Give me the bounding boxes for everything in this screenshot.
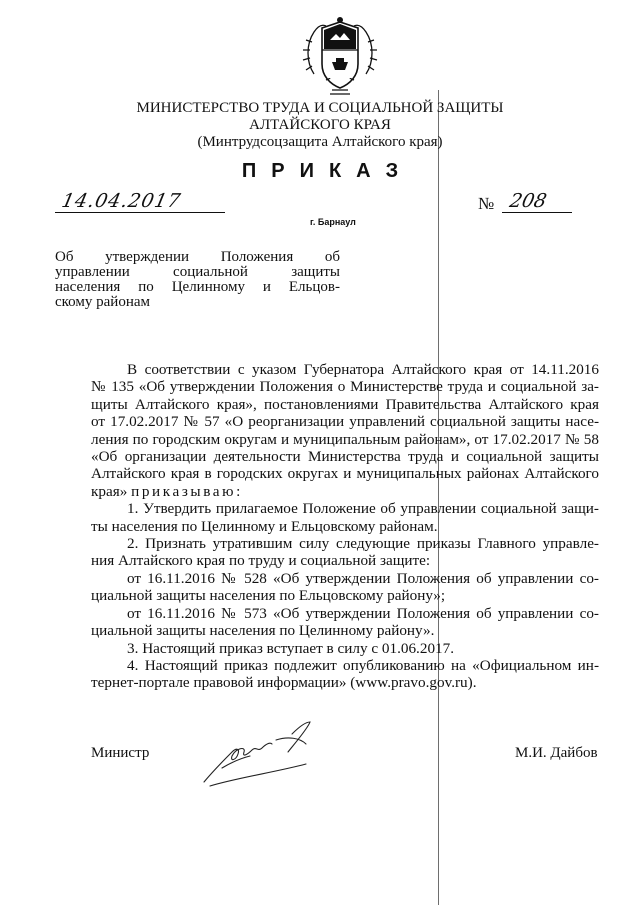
coat-of-arms-emblem [300,14,380,98]
order-body [91,361,599,692]
body-line: тернет-портале правовой информации» (www.pravo.gov.ru). [91,674,477,692]
body-line: 1. Утвердить прилагаемое Положение об управлении социальной защи- [127,500,599,518]
body-line: 4. Настоящий приказ подлежит опубликованию на «Официальном ин- [127,656,599,674]
body-line: от 16.11.2016 № 528 «Об утверждении Положения об управлении со- [127,569,599,587]
body-line: В соответствии с указом Губернатора Алтайского края от 14.11.2016 [127,361,599,378]
body-line: 3. Настоящий приказ вступает в силу с 01.06.2017. [127,639,455,657]
body-line [91,483,599,500]
number-underline [502,212,572,213]
number-label: № [478,194,495,213]
subject-line: скому районам [55,294,151,310]
body-line: 2. Признать утратившим силу следующие приказы Главного управле- [127,535,599,553]
body-line: Алтайского края в городских округах и муниципальных районах Алтайского [91,465,599,483]
body-line: щиты Алтайского края», постановлениями Правительства Алтайского края [91,395,599,413]
city-label: г. Барнаул [310,217,356,227]
body-line: ния Алтайского края по труду и социальной защите: [91,552,431,570]
ministry-region: АЛТАЙСКОГО КРАЯ [249,117,391,133]
body-line: ты населения по Целинному и Ельцовскому районам. [91,517,438,535]
subject-line: населения по Целинному и Ельцов- [55,279,340,295]
body-line: от 16.11.2016 № 573 «Об утверждении Положения об управлении со- [127,604,599,622]
subject-line: управлении социальной защиты [55,264,340,280]
body-text: края» [91,482,128,500]
ministry-short-name: (Минтрудсоцзащита Алтайского края) [197,134,443,150]
order-directive: приказываю: [131,482,243,500]
body-line: циальной защиты населения по Ельцовскому району»; [91,587,446,605]
order-date: 14.04.2017 [59,190,184,212]
body-line: «Об организации деятельности Министерства труда и социальной защиты [91,448,599,466]
body-line: от 17.02.2017 № 57 «О реорганизации управлений социальной защиты насе- [91,413,599,431]
body-line: циальной защиты населения по Целинному району». [91,622,435,640]
order-subject [55,250,340,310]
order-number: 208 [507,190,549,212]
subject-line: Об утверждении Положения об [55,249,340,265]
signer-position: Министр [91,745,150,761]
document-type-title: ПРИКАЗ [241,160,414,182]
body-line: № 135 «Об утверждении Положения о Министерстве труда и социальной за- [91,378,599,396]
ministry-name: МИНИСТЕРСТВО ТРУДА И СОЦИАЛЬНОЙ ЗАЩИТЫ [136,100,504,116]
handwritten-signature [196,718,336,790]
signer-name: М.И. Дайбов [515,745,598,761]
date-underline [55,212,225,213]
body-line: ления по городским округам и муниципальным районам», от 17.02.2017 № 58 [91,430,599,448]
